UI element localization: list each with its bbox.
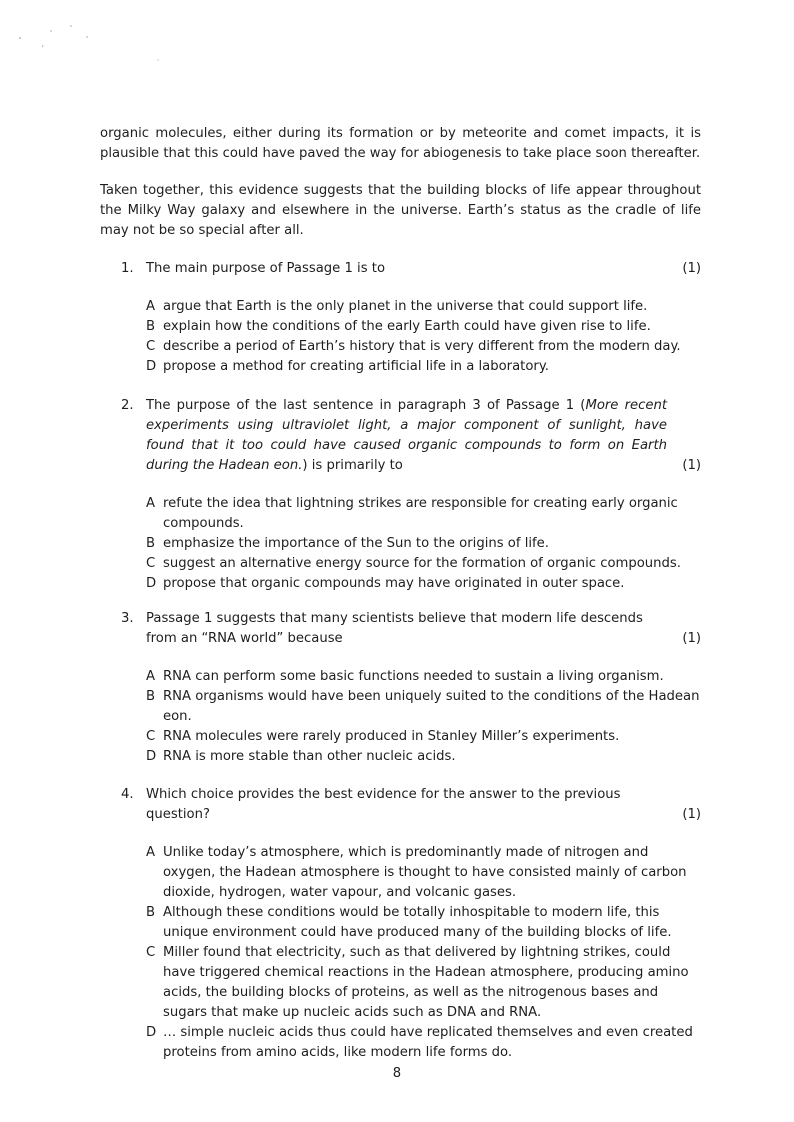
option-letter: A (146, 669, 156, 684)
option-text: suggest an alternative energy source for the formation of organic compounds. (163, 556, 681, 571)
option-text: RNA organisms would have been uniquely suited to the conditions of the Hadean eon. (163, 689, 700, 724)
option-letter: A (146, 299, 156, 314)
option-a (146, 494, 701, 534)
question-3 (121, 609, 701, 767)
option-text: emphasize the importance of the Sun to the origins of life. (163, 536, 549, 551)
option-text: propose that organic compounds may have originated in outer space. (163, 576, 625, 591)
question-stem: Which choice provides the best evidence for the answer to the previous question? (146, 787, 621, 822)
option-text: propose a method for creating artificial life in a laboratory. (163, 359, 549, 374)
option-a (146, 667, 701, 687)
question-stem (146, 396, 701, 476)
option-d (146, 357, 701, 377)
option-text: RNA is more stable than other nucleic acids. (163, 749, 456, 764)
question-number: 4. (121, 787, 134, 802)
question-number: 3. (121, 611, 134, 626)
question-number: 2. (121, 398, 134, 413)
option-letter: C (146, 339, 156, 354)
option-text: argue that Earth is the only planet in the universe that could support life. (163, 299, 648, 314)
option-letter: C (146, 556, 156, 571)
option-b (146, 317, 701, 337)
question-stem: Passage 1 suggests that many scientists believe that modern life descends from an “RNA world” because (146, 611, 643, 646)
option-letter: A (146, 496, 156, 511)
options-list (146, 494, 701, 594)
page-number: 8 (392, 1066, 402, 1081)
intro-paragraph-1: organic molecules, either during its formation or by meteorite and comet impacts, it is plausible that this could have paved the way for abiogenesis to take place soon thereafter. (100, 126, 701, 161)
option-letter: D (146, 1025, 157, 1040)
option-text: refute the idea that lightning strikes are responsible for creating early organic compounds. (163, 496, 678, 531)
question-stem: The main purpose of Passage 1 is to (146, 261, 386, 276)
options-list (146, 297, 701, 377)
option-letter: C (146, 729, 156, 744)
option-c (146, 337, 701, 357)
question-3-header (121, 609, 701, 649)
option-d (146, 1023, 701, 1063)
option-letter: B (146, 905, 156, 920)
option-text: describe a period of Earth’s history that is very different from the modern day. (163, 339, 681, 354)
option-text: explain how the conditions of the early Earth could have given rise to life. (163, 319, 651, 334)
option-c (146, 554, 701, 574)
option-text: Although these conditions would be totally inhospitable to modern life, this unique environment could have produced many of the building blocks of life. (163, 905, 672, 940)
option-letter: A (146, 845, 156, 860)
question-1-header (121, 259, 701, 279)
option-letter: B (146, 689, 156, 704)
option-c (146, 943, 701, 1023)
marks-label: (1) (682, 458, 701, 473)
marks-label: (1) (682, 261, 701, 276)
option-a (146, 297, 701, 317)
question-1 (121, 259, 701, 377)
option-d (146, 574, 701, 594)
option-a (146, 843, 701, 903)
scan-specks (14, 22, 164, 72)
option-text: Unlike today’s atmosphere, which is predominantly made of nitrogen and oxygen, the Hadean atmosphere is thought to have consisted mainly of carbon dioxide, hydrogen, water vapour, and volcanic gases. (163, 845, 687, 900)
option-letter: D (146, 749, 157, 764)
question-number: 1. (121, 261, 134, 276)
option-d (146, 747, 701, 767)
stem-text: ) is primarily to (302, 458, 403, 473)
option-text: RNA molecules were rarely produced in Stanley Miller’s experiments. (163, 729, 620, 744)
option-b (146, 534, 701, 554)
marks-label: (1) (682, 631, 701, 646)
option-text: Miller found that electricity, such as that delivered by lightning strikes, could have triggered chemical reactions in the Hadean atmosphere, producing amino acids, the building blocks of proteins, as well as the nitrogenous bases and sugars that make up nucleic acids such as DNA and RNA. (163, 945, 689, 1020)
marks-label: (1) (682, 807, 701, 822)
options-list (146, 667, 701, 767)
question-4 (121, 785, 701, 1063)
option-letter: C (146, 945, 156, 960)
option-letter: B (146, 319, 156, 334)
option-letter: D (146, 576, 157, 591)
option-letter: B (146, 536, 156, 551)
question-2-header (121, 396, 701, 476)
option-b (146, 687, 701, 727)
option-b (146, 903, 701, 943)
quoted-sentence: More recent experiments using ultraviolet light, a major component of sunlight, have found that it too could have caused organic compounds to form on Earth during the Hadean eon. (146, 398, 668, 473)
question-2 (121, 396, 701, 594)
option-text: RNA can perform some basic functions needed to sustain a living organism. (163, 669, 664, 684)
options-list (146, 843, 701, 1063)
option-text: … simple nucleic acids thus could have replicated themselves and even created proteins from amino acids, like modern life forms do. (163, 1025, 693, 1060)
option-c (146, 727, 701, 747)
intro-paragraph-2: Taken together, this evidence suggests that the building blocks of life appear throughout the Milky Way galaxy and elsewhere in the universe. Earth’s status as the cradle of life may not be so special after all. (100, 183, 701, 238)
stem-text: The purpose of the last sentence in paragraph 3 of Passage 1 ( (146, 398, 586, 413)
option-letter: D (146, 359, 157, 374)
question-4-header (121, 785, 701, 825)
